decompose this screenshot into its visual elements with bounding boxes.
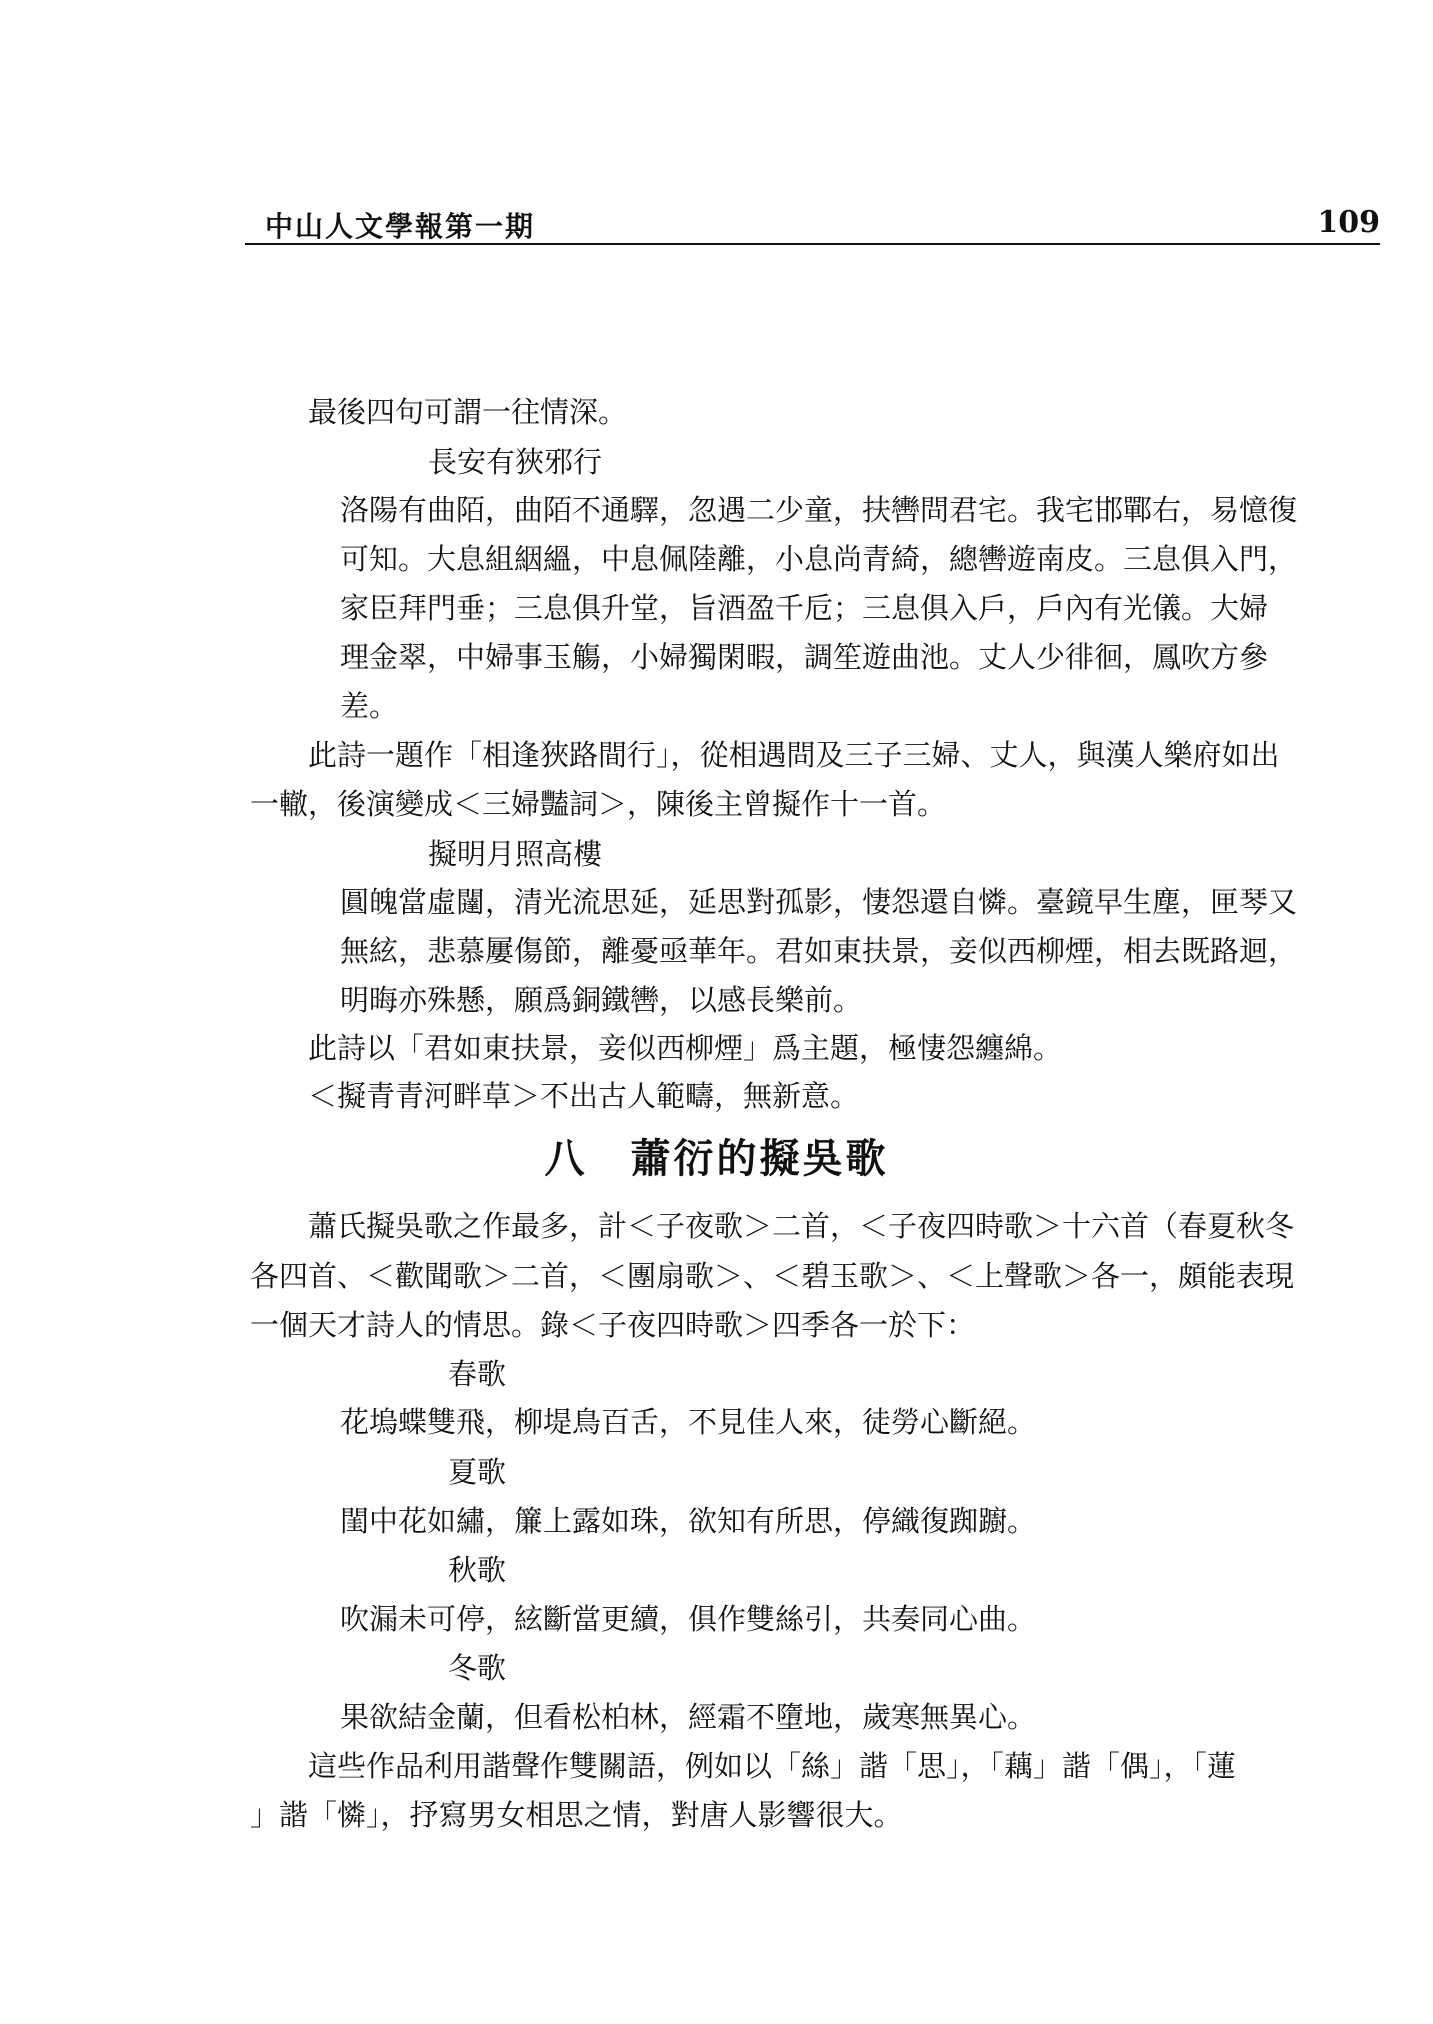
poem-line: 洛陽有曲陌，曲陌不通驛，忽遇二少童，扶轡問君宅。我宅邯鄲右，易憶復 <box>340 493 1298 527</box>
poem-line: 可知。大息組絪縕，中息佩陸離，小息尚青綺，總轡遊南皮。三息俱入門， <box>340 542 1298 576</box>
poem-line: 吹漏未可停，絃斷當更續，俱作雙絲引，共奏同心曲。 <box>340 1602 1037 1636</box>
section-heading: 八 蕭衍的擬吳歌 <box>544 1135 889 1182</box>
paragraph-line: 此詩一題作「相逢狹路間行」，從相遇問及三子三婦、丈人，與漢人樂府如出 <box>308 738 1280 772</box>
poem-title: 夏歌 <box>448 1455 507 1489</box>
poem-line: 閨中花如繡，簾上露如珠，欲知有所思，停織復踟躕。 <box>340 1504 1037 1538</box>
poem-title: 長安有狹邪行 <box>428 445 603 479</box>
poem-line: 理金翠，中婦事玉觴，小婦獨閑暇，調笙遊曲池。丈人少徘徊，鳳吹方參 <box>340 640 1269 674</box>
paragraph-line: 各四首、＜歡聞歌＞二首，＜團扇歌＞、＜碧玉歌＞、＜上聲歌＞各一，頗能表現 <box>250 1259 1295 1293</box>
journal-title: 中山人文學報第一期 <box>265 210 536 243</box>
paragraph-line: 此詩以「君如東扶景，妾似西柳煙」爲主題，極悽怨纏綿。 <box>308 1031 1063 1065</box>
poem-line: 無絃，悲慕屢傷節，離憂亟華年。君如東扶景，妾似西柳煙，相去既路迴， <box>340 934 1298 968</box>
paragraph-line: 一轍，後演變成＜三婦豔詞＞，陳後主曾擬作十一首。 <box>250 787 947 821</box>
page-number: 109 <box>1317 205 1380 240</box>
paragraph-line: 這些作品利用諧聲作雙關語，例如以「絲」諧「思」，「藕」諧「偶」，「蓮 <box>308 1749 1237 1783</box>
poem-title: 擬明月照高樓 <box>428 837 603 871</box>
poem-title: 春歌 <box>448 1357 507 1391</box>
poem-line: 果欲結金蘭，但看松柏林，經霜不墮地，歲寒無異心。 <box>340 1700 1037 1734</box>
poem-title: 冬歌 <box>448 1651 507 1685</box>
paragraph-line: ＜擬青青河畔草＞不出古人範疇，無新意。 <box>308 1079 860 1113</box>
paragraph-line: 一個天才詩人的情思。錄＜子夜四時歌＞四季各一於下： <box>250 1308 976 1342</box>
poem-line: 花塢蝶雙飛，柳堤鳥百舌，不見佳人來，徒勞心斷絕。 <box>340 1405 1037 1439</box>
paragraph-line: 最後四句可謂一往情深。 <box>308 395 628 429</box>
poem-line: 圓魄當虛闥，清光流思延，延思對孤影，悽怨還自憐。臺鏡早生塵，匣琴又 <box>340 885 1298 919</box>
paragraph-line: 蕭氏擬吳歌之作最多，計＜子夜歌＞二首，＜子夜四時歌＞十六首（春夏秋冬 <box>308 1209 1295 1243</box>
poem-line: 家臣拜門垂；三息俱升堂，旨酒盈千卮；三息俱入戶，戶內有光儀。大婦 <box>340 591 1269 625</box>
poem-title: 秋歌 <box>448 1553 507 1587</box>
poem-line: 差。 <box>340 689 399 723</box>
poem-line: 明晦亦殊懸，願爲銅鐵轡，以感長樂前。 <box>340 983 863 1017</box>
running-header <box>245 205 1380 245</box>
paragraph-line: 」諧「憐」，抒寫男女相思之情，對唐人影響很大。 <box>250 1798 903 1832</box>
